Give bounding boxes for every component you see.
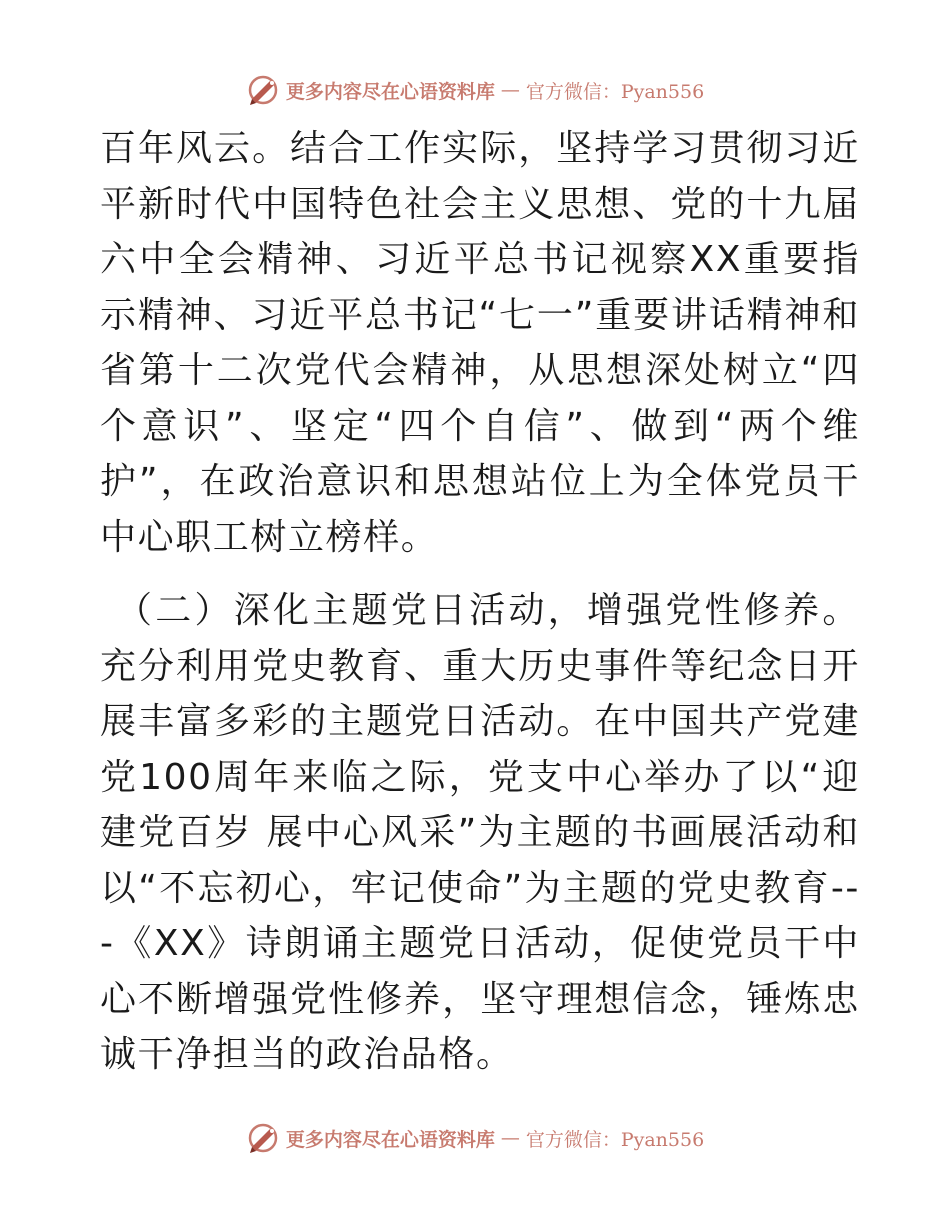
paragraph-2: （二）深化主题党日活动，增强党性修养。充分利用党史教育、重大历史事件等纪念日开展丰富多彩的主题党日活动。在中国共产党建党100周年来临之际，党支中心举办了以“迎建党百岁 展中心风采”为主题的书画展活动和以“不忘初心，牢记使命”为主题的党史教育---《XX》诗朗诵主题党日活动，促使党员干中心不断增强党性修养，坚守理想信念，锤炼忠诚干净担当的政治品格。 bbox=[100, 590, 860, 1075]
pen-logo-icon bbox=[246, 73, 280, 107]
watermark-brand: 更多内容尽在心语资料库 bbox=[285, 1128, 495, 1151]
paragraph-1: 百年风云。结合工作实际，坚持学习贯彻习近平新时代中国特色社会主义思想、党的十九届六中全会精神、习近平总书记视察XX重要指示精神、习近平总书记“七一”重要讲话精神和省第十二次党代会精神，从思想深处树立“四个意识”、坚定“四个自信”、做到“两个维护”，在政治意识和思想站位上为全体党员干中心职工树立榜样。 bbox=[100, 128, 860, 558]
watermark-contact: 官方微信：Pyan556 bbox=[525, 1128, 705, 1151]
header-watermark bbox=[0, 70, 950, 110]
watermark-brand: 更多内容尽在心语资料库 bbox=[285, 80, 495, 103]
pen-logo-icon bbox=[246, 1121, 280, 1155]
document-body bbox=[100, 121, 860, 1083]
footer-watermark bbox=[0, 1118, 950, 1158]
watermark-separator: — bbox=[500, 1127, 520, 1149]
watermark-contact: 官方微信：Pyan556 bbox=[525, 80, 705, 103]
watermark-separator: — bbox=[500, 79, 520, 101]
